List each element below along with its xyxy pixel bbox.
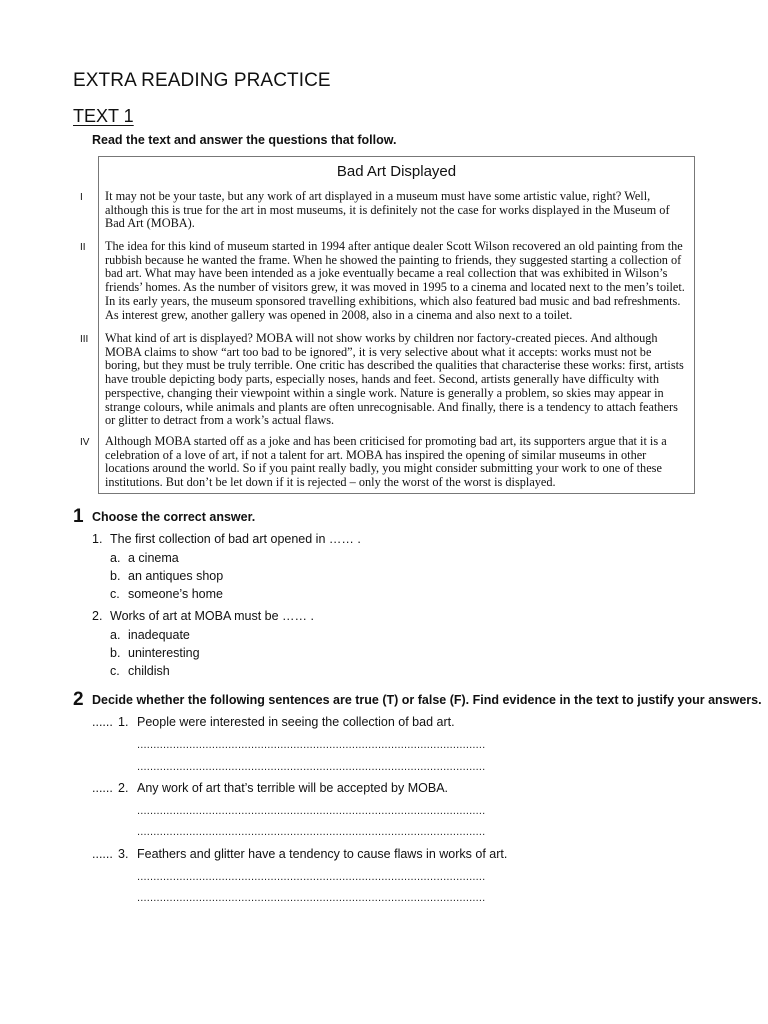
answer-line[interactable]: ........................................................................................................... [137, 826, 486, 838]
answer-line[interactable]: ........................................................................................................... [137, 739, 486, 751]
option-text[interactable]: childish [128, 664, 170, 678]
option-text[interactable]: a cinema [128, 551, 179, 565]
exercise-number: 1 [73, 506, 84, 527]
answer-line[interactable]: ........................................................................................................... [137, 805, 486, 817]
option-letter: a. [110, 628, 121, 642]
option-letter: a. [110, 551, 121, 565]
option-letter: b. [110, 646, 121, 660]
answer-blank[interactable]: ...... [92, 715, 113, 729]
answer-blank[interactable]: ...... [92, 781, 113, 795]
statement-number: 3. [118, 847, 129, 861]
option-text[interactable]: inadequate [128, 628, 190, 642]
reading-instruction: Read the text and answer the questions that follow. [92, 133, 397, 147]
option-text[interactable]: an antiques shop [128, 569, 224, 583]
option-letter: c. [110, 664, 120, 678]
option-text[interactable]: uninteresting [128, 646, 200, 660]
option-letter: b. [110, 569, 121, 583]
statement-text: Any work of art that’s terrible will be accepted by MOBA. [137, 781, 449, 795]
question-number: 1. [92, 532, 103, 546]
statement-text: Feathers and glitter have a tendency to cause flaws in works of art. [137, 847, 508, 861]
answer-line[interactable]: ........................................................................................................... [137, 761, 486, 773]
article-paragraph: What kind of art is displayed? MOBA will not show works by children nor factory-created pieces. And although MOBA claims to show “art too bad to be ignored”, it is very selective about what it accepts: works must not be boring, but they must be truly terrible. One critic has described the qualities that characterise these works: first, artists have trouble depicting body parts, especially noses, hands and feet. Second, artists generally have difficulty with perspective, changing their viewpoint within a single work. Nature is generally a problem, so skies may appear in strange colours, while animals and plants are often unrecognisable. And finally, there is a tendency to attach feathers or glitter to detract from a work’s actual flaws. [105, 332, 684, 428]
statement-text: People were interested in seeing the collection of bad art. [137, 715, 455, 729]
article-paragraph: The idea for this kind of museum started in 1994 after antique dealer Scott Wilson recovered an old painting from the rubbish because he wanted the frame. When he showed the painting to friends, they suggested starting a collection of bad art. What may have been intended as a joke eventually became a real collection that was exhibited in Wilson’s friends’ homes. As the number of visitors grew, it was moved in 1995 to a cinema and located next to the men’s toilet. In its early years, the museum sponsored travelling exhibitions, which also featured bad music and bad refreshments. As interest grew, another gallery was opened in 2008, also in a cinema and also next to a toilet. [105, 240, 685, 322]
paragraph-number: IV [80, 437, 90, 448]
article-title: Bad Art Displayed [336, 163, 457, 180]
exercise-number: 2 [73, 689, 84, 710]
question-number: 2. [92, 609, 103, 623]
answer-blank[interactable]: ...... [92, 847, 113, 861]
page-heading: EXTRA READING PRACTICE [73, 70, 331, 91]
exercise-instruction: Choose the correct answer. [92, 510, 256, 524]
statement-number: 2. [118, 781, 129, 795]
statement-number: 1. [118, 715, 129, 729]
question-text: The first collection of bad art opened in …… . [110, 532, 361, 546]
paragraph-number: II [80, 242, 86, 253]
paragraph-number: I [80, 192, 83, 203]
article-box [98, 156, 695, 494]
article-paragraph: It may not be your taste, but any work of art displayed in a museum must have some artistic value, right? Well, although this is true for the art in most museums, it is definitely not the case for works displayed in the Museum of Bad Art (MOBA). [105, 190, 670, 231]
answer-line[interactable]: ........................................................................................................... [137, 892, 486, 904]
answer-line[interactable]: ........................................................................................................... [137, 871, 486, 883]
option-text[interactable]: someone’s home [128, 587, 223, 601]
text-label: TEXT 1 [73, 106, 134, 126]
exercise-instruction: Decide whether the following sentences are true (T) or false (F). Find evidence in the text to justify your answers. [92, 693, 762, 707]
question-text: Works of art at MOBA must be …… . [110, 609, 314, 623]
paragraph-number: III [80, 334, 89, 345]
option-letter: c. [110, 587, 120, 601]
article-paragraph: Although MOBA started off as a joke and has been criticised for promoting bad art, its supporters argue that it is a celebration of a love of art, if not a talent for art. MOBA has inspired the opening of similar museums in other locations around the world. So if you paint really badly, you might consider submitting your work to one of these institutions. But don’t be let down if it is rejected – only the worst of the worst is displayed. [105, 435, 667, 490]
